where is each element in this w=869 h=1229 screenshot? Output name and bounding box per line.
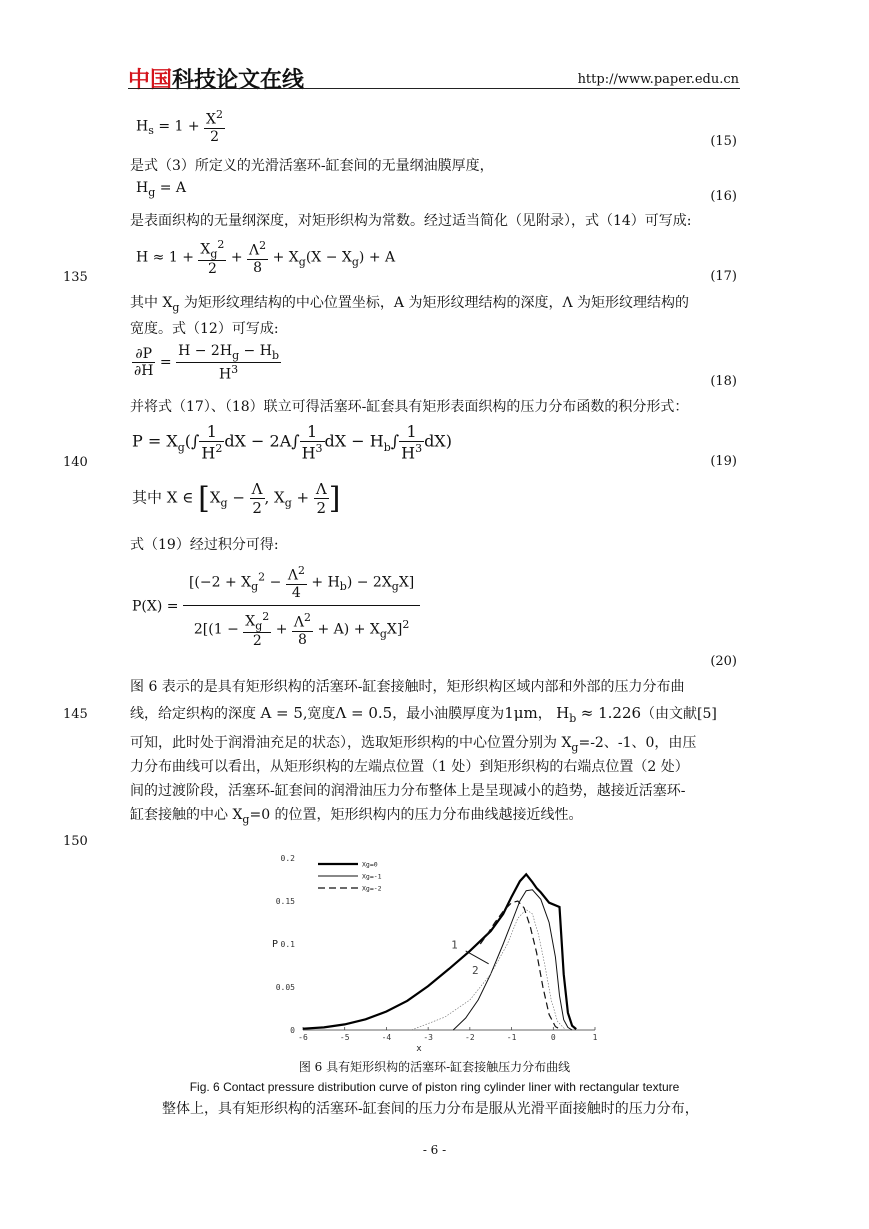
y-tick-label: 0.05 xyxy=(275,983,295,992)
text-eq16-desc: 是表面织构的无量纲深度，对矩形织构为常数。经过适当简化（见附录），式（14）可写成: xyxy=(130,213,692,229)
paragraph-line-1: 图 6 表示的是具有矩形织构的活塞环-缸套接触时，矩形织构区域内部和外部的压力分布曲 xyxy=(130,679,685,695)
pressure-distribution-chart xyxy=(270,850,610,1060)
x-tick-label: -6 xyxy=(298,1033,308,1042)
y-tick-label: 0.1 xyxy=(280,940,295,949)
x-tick-label: -1 xyxy=(506,1033,517,1042)
equation-number-16: (16) xyxy=(710,189,737,204)
paragraph-line-6: 缸套接触的中心 $X_g=0$ 的位置，矩形织构内的压力分布曲线越接近线性。 xyxy=(130,807,583,826)
chart-legend xyxy=(318,861,382,893)
equation-18: $\frac{\partial P}{\partial H}$ = $\frac{H - 2H_g - H_b}{H^3}$ xyxy=(134,343,279,383)
x-tick-label: -5 xyxy=(339,1033,350,1042)
equation-15: $H_s = 1$ + $\frac{X^2}{2}$ xyxy=(136,108,224,145)
series-line-1 xyxy=(453,890,572,1030)
line-number-150: 150 xyxy=(63,834,88,849)
equation-number-18: (18) xyxy=(710,374,737,389)
equation-17: H ≈ 1 + $\frac{X_g^2}{2}$ + $\frac{\Lambda^2}{8}$ + $X_g(X - X_g) + A$ xyxy=(136,238,396,278)
y-tick-label: 0.2 xyxy=(280,854,295,863)
texture-transition-line xyxy=(466,951,489,964)
header-rule xyxy=(128,88,740,89)
x-axis-label: x xyxy=(416,1044,422,1054)
legend-label-2: Xg=-2 xyxy=(362,884,382,893)
text-eq19-desc: 式（19）经过积分可得: xyxy=(130,537,279,553)
x-tick-label: 0 xyxy=(550,1033,556,1042)
line-number-145: 145 xyxy=(63,707,88,722)
text-eq15-desc: 是式（3）所定义的光滑活塞环-缸套间的无量纲油膜厚度， xyxy=(130,158,494,174)
equation-19-domain: 其中 X ∈ [$X_g$ − $\frac{\Lambda}{2}$ , $X_g$ + $\frac{\Lambda}{2}$ ] xyxy=(132,480,341,517)
y-axis-label: P xyxy=(271,939,279,950)
text-eq17-desc-2: 宽度。式（12）可写成: xyxy=(130,321,279,337)
journal-logo xyxy=(128,63,304,94)
equation-20: P(X) = [($-2 + X_g^2$ − $\frac{\Lambda^2}{4}$ + $H_b) - 2X_gX$] 2[(1 − $\frac{X_g^2}{2}$ + $\frac{\Lambda^2}{8}$ + $A) + X_gX]^2$ xyxy=(132,560,420,653)
paragraph-line-2: 线，给定织构的深度 A = 5,宽度Λ = 0.5，最小油膜厚度为1μm， $H_b \approx 1.226$（由文献[5] xyxy=(130,704,717,725)
equation-number-20: (20) xyxy=(710,654,737,669)
x-tick-label: -2 xyxy=(465,1033,475,1042)
x-tick-label: -4 xyxy=(381,1033,392,1042)
header-url[interactable]: http://www.paper.edu.cn xyxy=(577,72,739,87)
annotation-1: 1 xyxy=(451,938,458,952)
text-eq18-desc: 并将式（17）、（18）联立可得活塞环-缸套具有矩形表面织构的压力分布函数的积分形式： xyxy=(130,399,689,415)
series-line-3 xyxy=(412,910,566,1030)
paragraph-line-4: 力分布曲线可以看出，从矩形织构的左端点位置（1 处）到矩形织构的右端点位置（2 处） xyxy=(130,759,689,775)
paragraph-line-3: 可知，此时处于润滑油充足的状态），选取矩形织构的中心位置分别为 $X_g=-2$、-1、0，由压 xyxy=(130,735,697,754)
chart-axes xyxy=(272,854,598,1054)
line-number-140: 140 xyxy=(63,455,88,470)
equation-number-17: (17) xyxy=(710,269,737,284)
figure-caption-en: Fig. 6 Contact pressure distribution curve of piston ring cylinder liner with rectangular texture xyxy=(189,1080,680,1094)
y-tick-label: 0.15 xyxy=(275,897,295,906)
equation-number-15: (15) xyxy=(710,134,737,149)
chart-series xyxy=(303,874,576,1030)
annotation-2: 2 xyxy=(471,964,479,978)
figure-caption-cn: 图 6 具有矩形织构的活塞环-缸套接触压力分布曲线 xyxy=(298,1060,571,1074)
series-line-0 xyxy=(303,874,576,1029)
equation-19: $P = X_g(\int$ $\frac{1}{H^2}$ dX − 2A∫ $\frac{1}{H^3}$ dX − $H_b\int$ $\frac{1}{H^3}$ dX) xyxy=(132,422,452,463)
logo-black-part: 科技论文在线 xyxy=(172,68,305,93)
paragraph-line-5: 间的过渡阶段，活塞环-缸套间的润滑油压力分布整体上是呈现减小的趋势，越接近活塞环- xyxy=(130,783,686,799)
x-tick-label: 1 xyxy=(592,1033,598,1042)
logo-red-part: 中国 xyxy=(128,68,173,93)
x-tick-label: -3 xyxy=(423,1033,433,1042)
last-paragraph-line: 整体上，具有矩形织构的活塞环-缸套间的压力分布是服从光滑平面接触时的压力分布， xyxy=(162,1101,699,1117)
text-eq17-desc: 其中 $X_g$ 为矩形纹理结构的中心位置坐标，A 为矩形纹理结构的深度，Λ 为矩形纹理结构的 xyxy=(130,295,690,314)
legend-label-0: Xg=0 xyxy=(362,860,378,869)
line-number-135: 135 xyxy=(63,270,88,285)
y-tick-label: 0 xyxy=(290,1026,295,1035)
chart-annotations xyxy=(451,938,478,977)
equation-number-19: (19) xyxy=(710,454,737,469)
page-number: - 6 - xyxy=(422,1143,447,1157)
equation-16: $H_g = A$ xyxy=(136,180,187,199)
legend-label-1: Xg=-1 xyxy=(362,872,382,881)
series-line-2 xyxy=(480,901,561,1030)
